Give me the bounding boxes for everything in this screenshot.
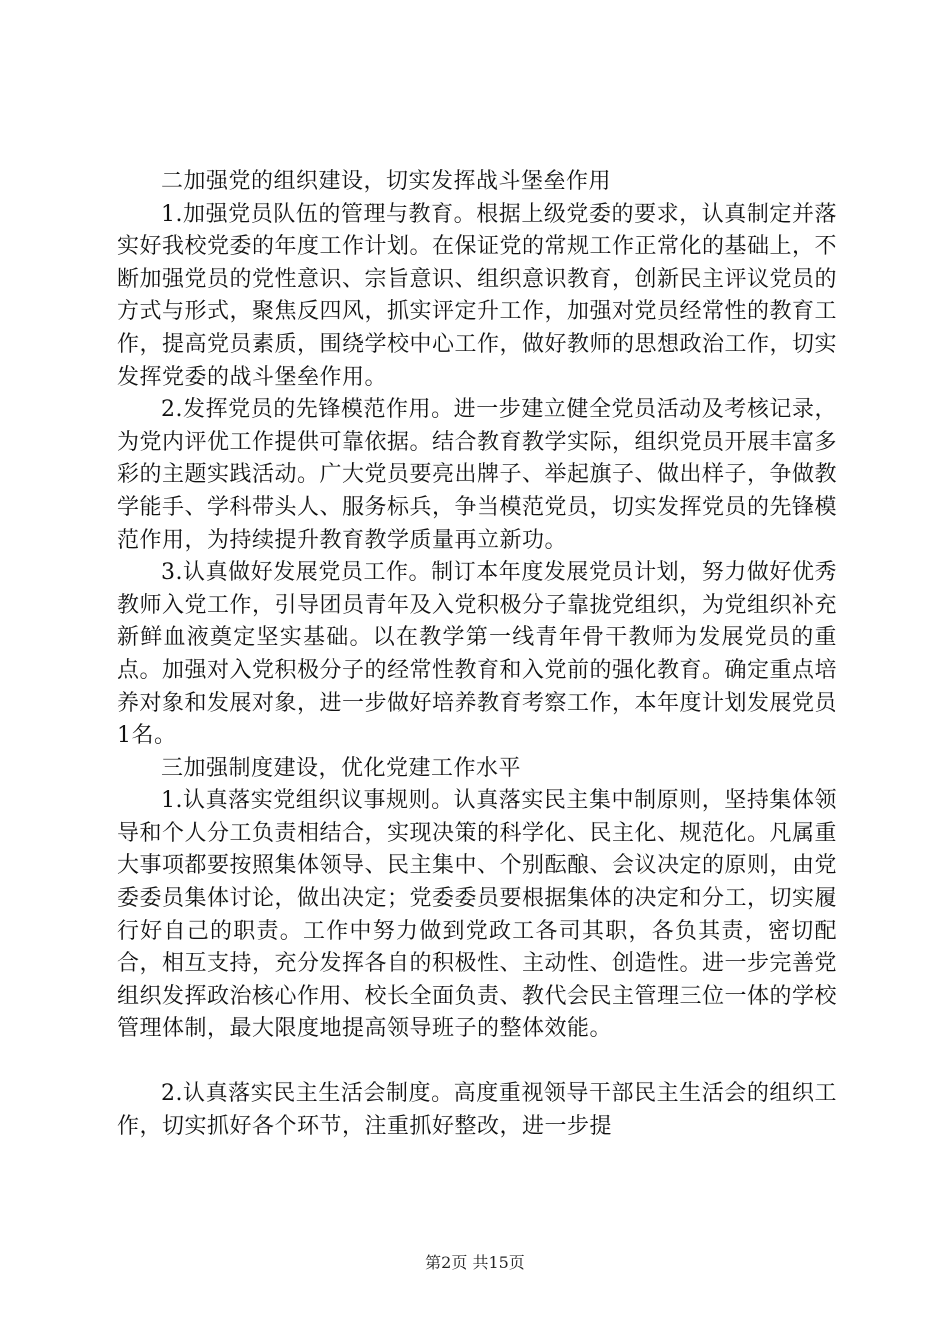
document-body [117,166,837,1143]
section-heading-3: 三加强制度建设，优化党建工作水平 [161,755,522,781]
paragraph-democratic-life-meeting: 2.认真落实民主生活会制度。高度重视领导干部民主生活会的组织工作，切实抓好各个环节，注重抓好整改，进一步提 [117,1081,837,1139]
page-number-footer: 第2页 共15页 [425,1253,525,1272]
paragraph-vanguard-role: 2.发挥党员的先锋模范作用。进一步建立健全党员活动及考核记录，为党内评优工作提供可靠依据。结合教育教学实际，组织党员开展丰富多彩的主题实践活动。广大党员要亮出牌子、举起旗子、做出样子，争做教学能手、学科带头人、服务标兵，争当模范党员，切实发挥党员的先锋模范作用，为持续提升教育教学质量再立新功。 [117,397,838,553]
paragraph-deliberation-rules: 1.认真落实党组织议事规则。认真落实民主集中制原则，坚持集体领导和个人分工负责相结合，实现决策的科学化、民主化、规范化。凡属重大事项都要按照集体领导、民主集中、个别酝酿、会议决定的原则，由党委委员集体讨论，做出决定；党委委员要根据集体的决定和分工，切实履行好自己的职责。工作中努力做到党政工各司其职，各负其责，密切配合，相互支持，充分发挥各自的积极性、主动性、创造性。进一步完善党组织发挥政治核心作用、校长全面负责、教代会民主管理三位一体的学校管理体制，最大限度地提高领导班子的整体效能。 [117,788,838,1042]
section-heading-2: 二加强党的组织建设，切实发挥战斗堡垒作用 [161,169,612,194]
paragraph-gap [117,1046,837,1078]
paragraph-member-development: 3.认真做好发展党员工作。制订本年度发展党员计划，努力做好优秀教师入党工作，引导团员青年及入党积极分子靠拢党组织，为党组织补充新鲜血液奠定坚实基础。以在教学第一线青年骨干教师为发展党员的重点。加强对入党积极分子的经常性教育和入党前的强化教育。确定重点培养对象和发展对象，进一步做好培养教育考察工作，本年度计划发展党员1名。 [117,560,838,749]
paragraph-party-member-management: 1.加强党员队伍的管理与教育。根据上级党委的要求，认真制定并落实好我校党委的年度工作计划。在保证党的常规工作正常化的基础上，不断加强党员的党性意识、宗旨意识、组织意识教育，创新民主评议党员的方式与形式，聚焦反四风，抓实评定升工作，加强对党员经常性的教育工作，提高党员素质，围绕学校中心工作，做好教师的思想政治工作，切实发挥党委的战斗堡垒作用。 [117,201,838,390]
